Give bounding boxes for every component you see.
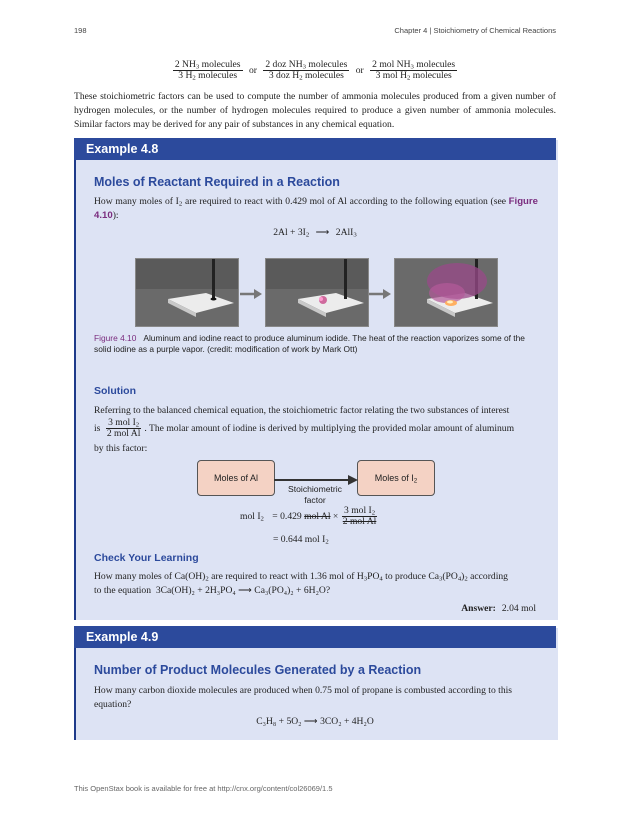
flow-box-moles-i2: Moles of $I_2$ [357,460,435,496]
arrow-icon [240,286,262,304]
check-equation-line: to the equation 3Ca(OH)₂ + 2H₃PO₄ ⟶ Ca₃(PO₄)₂ + 6H₂O? [94,585,331,596]
factor-3: $\frac{2 mol NH_3 molecules}{3 mol H_2 molecules}$ [372,59,456,82]
example-4-9-label: Example 4.9 [74,626,556,648]
figure-4-10-link[interactable]: Figure 4.10 [94,196,538,221]
chapter-title: Chapter 4 | Stoichiometry of Chemical Reactions [394,26,556,35]
figure-label: Figure 4.10 [94,333,137,343]
reaction-photo-1 [135,258,239,327]
solution-text-1: Referring to the balanced chemical equation, the stoichiometric factor relating the two substances of interest [94,405,510,416]
calc-factor: $\frac{3 mol I_2}{\text{2 mol Al}}$ [342,505,377,528]
example-4-8-question: How many moles of $I_2$ are required to react with 0.429 mol of Al according to the following equation (see Figure 4.10): [94,196,538,221]
factor-1: $\frac{2 NH_3 molecules}{3 H_2 molecules}$ [174,59,241,82]
intro-paragraph: These stoichiometric factors can be used to compute the number of ammonia molecules produced from a given number of hydrogen molecules, or the number of hydrogen molecules required to produce a given number of ammonia molecules. Similar factors may be derived for any pair of substances in any chemical equation. [74,91,556,130]
solution-text-2: is $\frac{3 mol I_2}{\text{2 mol Al}}$ . The molar amount of iodine is derived by multiplying the provided molar amount of aluminum [94,417,515,440]
example-4-9-title: Number of Product Molecules Generated by a Reaction [94,663,422,677]
or-text: or [248,64,257,76]
combustion-equation: C₃H₈ + 5O₂ ⟶ 3CO₂ + 4H₂O [256,716,374,727]
or-text: or [355,64,364,76]
solution-factor: $\frac{3 mol I_2}{\text{2 mol Al}}$ [106,417,141,440]
flow-box-moles-al: Moles of Al [197,460,275,496]
stoichiometric-factors [0,60,630,81]
figure-4-10-caption: Figure 4.10 Aluminum and iodine react to produce aluminum iodide. The heat of the reaction vaporizes some of the solid iodine as a purple vapor. (credit: modification of work by Mark Ott) [94,333,525,354]
flow-label: Stoichiometric factor [288,484,342,505]
page-number: 198 [74,26,87,35]
reaction-equation: $2Al + 3I_2$ ⟶ 2AlI$_3$ [273,227,357,239]
reaction-photo-3 [394,258,498,327]
answer: Answer: 2.04 mol [461,603,536,614]
solution-heading: Solution [94,385,136,397]
calculation-line-2: = 0.644 mol $I_2$ [273,534,329,546]
calculation-line-1: mol $I_2 = 0.429$ mol Al × $\frac{3 mol I_2}{\text{2 mol Al}}$ [240,505,377,528]
reaction-photo-2 [265,258,369,327]
example-4-8-title: Moles of Reactant Required in a Reaction [94,175,340,189]
example-4-8-label: Example 4.8 [74,138,556,160]
arrow-icon [369,286,391,304]
footer-note: This OpenStax book is available for free at http://cnx.org/content/col26069/1.5 [74,784,333,793]
example-4-9-question: How many carbon dioxide molecules are produced when 0.75 mol of propane is combusted according to this equation? [94,685,513,710]
check-learning-heading: Check Your Learning [94,552,199,564]
factor-2: $\frac{2 doz NH_3 molecules}{3 doz H_2 molecules}$ [265,59,348,82]
check-question: How many moles of $Ca(OH)_2$ are required to react with 1.36 mol of $H_3PO_4$ to produce $Ca_3(PO_4)_2$ according [94,571,508,583]
solution-text-3: by this factor: [94,443,148,454]
